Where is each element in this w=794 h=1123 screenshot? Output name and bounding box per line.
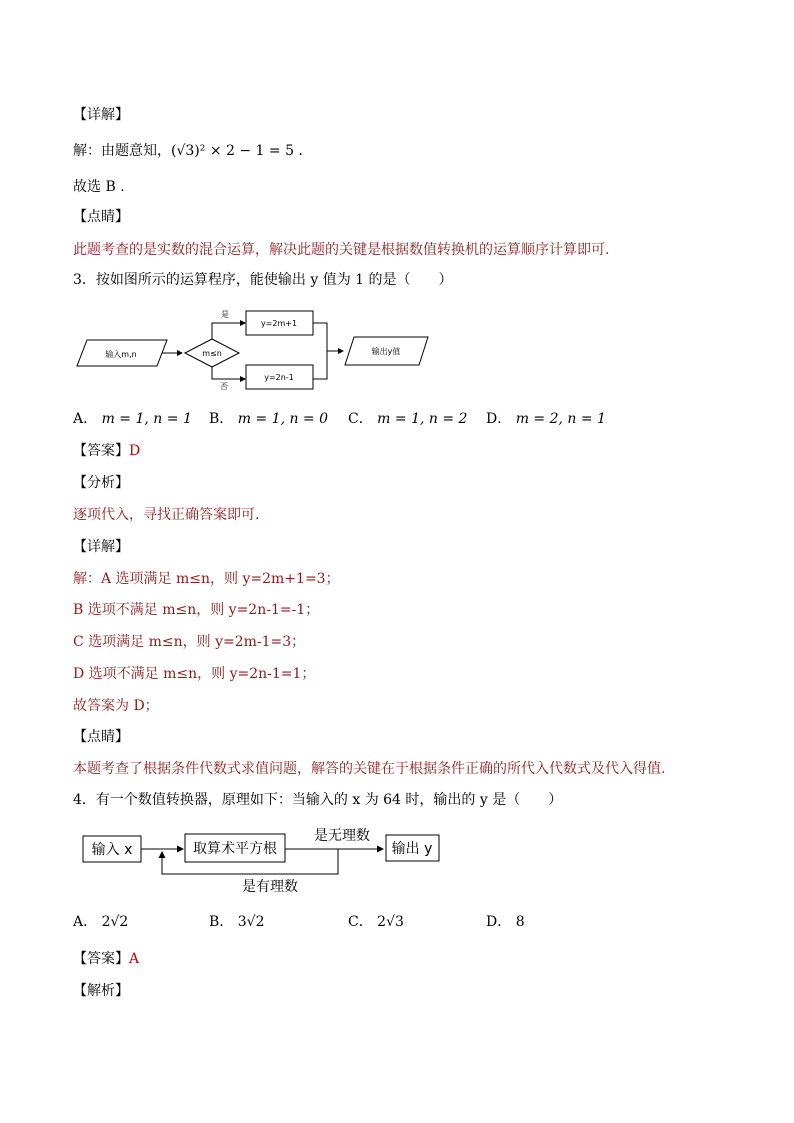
q2-choose-line: 故选 B . <box>73 179 125 195</box>
q3-conclusion: 故答案为 D； <box>73 698 159 714</box>
q3-stem: 3．按如图所示的运算程序，能使输出 y 值为 1 的是（ ） <box>73 272 453 288</box>
q4-option-d-letter: D． <box>486 914 512 930</box>
q3-detail-line: 解：A 选项满足 m≤n，则 y=2m+1=3； <box>73 571 340 587</box>
section-heading-comment-2: 【点睛】 <box>73 729 129 745</box>
section-heading-explanation: 【解析】 <box>73 983 129 999</box>
section-heading-detail-2: 【详解】 <box>73 539 129 555</box>
section-heading-detail: 【详解】 <box>73 107 129 123</box>
q3-option-b-letter: B． <box>209 411 234 427</box>
q3-bottom-box-label: y=2n-1 <box>264 373 294 382</box>
q4-option-c-letter: C． <box>348 914 373 930</box>
q4-option-d <box>486 913 525 931</box>
q4-option-d-text: 8 <box>515 914 525 930</box>
q3-top-box-label: y=2m+1 <box>260 319 298 328</box>
q3-answer-value: D <box>129 443 141 459</box>
q3-detail-line: C 选项满足 m≤n，则 y=2m-1=3； <box>73 634 306 650</box>
q2-solution-line <box>73 142 303 160</box>
q3-input-label: 输入m,n <box>105 350 137 359</box>
section-heading-comment: 【点睛】 <box>73 209 129 225</box>
q4-option-c-text: 2√3 <box>377 914 404 930</box>
q3-detail-line: D 选项不满足 m≤n，则 y=2n-1=1； <box>73 666 316 682</box>
q3-analysis-text: 逐项代入，寻找正确答案即可. <box>73 507 260 523</box>
q4-option-a-text: 2√2 <box>101 914 129 930</box>
q4-option-b-text: 3√2 <box>237 914 265 930</box>
q4-input-label: 输入 x <box>91 842 133 858</box>
section-heading-analysis: 【分析】 <box>73 475 129 491</box>
q3-option-a-letter: A． <box>73 411 98 427</box>
q3-yes-label: 是 <box>221 310 229 319</box>
q3-option-d <box>486 410 606 428</box>
q4-flowchart <box>80 822 460 902</box>
q3-flowchart <box>75 303 445 395</box>
q3-option-a <box>73 410 192 428</box>
q3-output-label: 输出y值 <box>371 347 401 356</box>
q2-solution-formula: (√3)² × 2 − 1 = 5 . <box>171 143 303 159</box>
q3-comment-text: 本题考查了根据条件代数式求值问题，解答的关键在于根据条件正确的所代入代数式及代入得值. <box>73 761 666 777</box>
q4-stem: 4．有一个数值转换器，原理如下：当输入的 x 为 64 时，输出的 y 是（ ） <box>73 792 563 808</box>
section-heading-answer-2: 【答案】 <box>73 951 129 967</box>
q4-option-a <box>73 913 128 931</box>
section-heading-answer: 【答案】 <box>73 443 129 459</box>
q4-answer-line <box>73 950 139 968</box>
q3-answer-line <box>73 442 140 460</box>
q3-condition-label: m≤n <box>202 349 222 358</box>
q3-option-d-letter: D． <box>486 411 512 427</box>
q4-option-c <box>348 913 404 931</box>
q3-option-c-text: m = 1, n = 2 <box>377 411 468 427</box>
q3-no-label: 否 <box>220 382 228 391</box>
q4-irrational-label: 是无理数 <box>314 828 370 844</box>
q3-option-b-text: m = 1, n = 0 <box>237 411 329 427</box>
q4-option-b-letter: B． <box>209 914 234 930</box>
q3-detail-line: B 选项不满足 m≤n，则 y=2n-1=-1； <box>73 602 320 618</box>
q4-output-label: 输出 y <box>391 841 433 857</box>
q3-option-c <box>348 410 467 428</box>
q4-rational-label: 是有理数 <box>242 879 298 895</box>
q4-option-b <box>209 913 265 931</box>
q3-option-d-text: m = 2, n = 1 <box>515 411 606 427</box>
q3-option-a-text: m = 1, n = 1 <box>101 411 192 427</box>
q4-answer-value: A <box>129 951 140 967</box>
q2-solution-prefix: 解：由题意知， <box>73 143 171 159</box>
q3-option-b <box>209 410 328 428</box>
q4-option-a-letter: A． <box>73 914 98 930</box>
q3-option-c-letter: C． <box>348 411 373 427</box>
q2-comment-text: 此题考查的是实数的混合运算，解决此题的关键是根据数值转换机的运算顺序计算即可. <box>73 242 610 258</box>
q4-process-label: 取算术平方根 <box>193 841 277 857</box>
